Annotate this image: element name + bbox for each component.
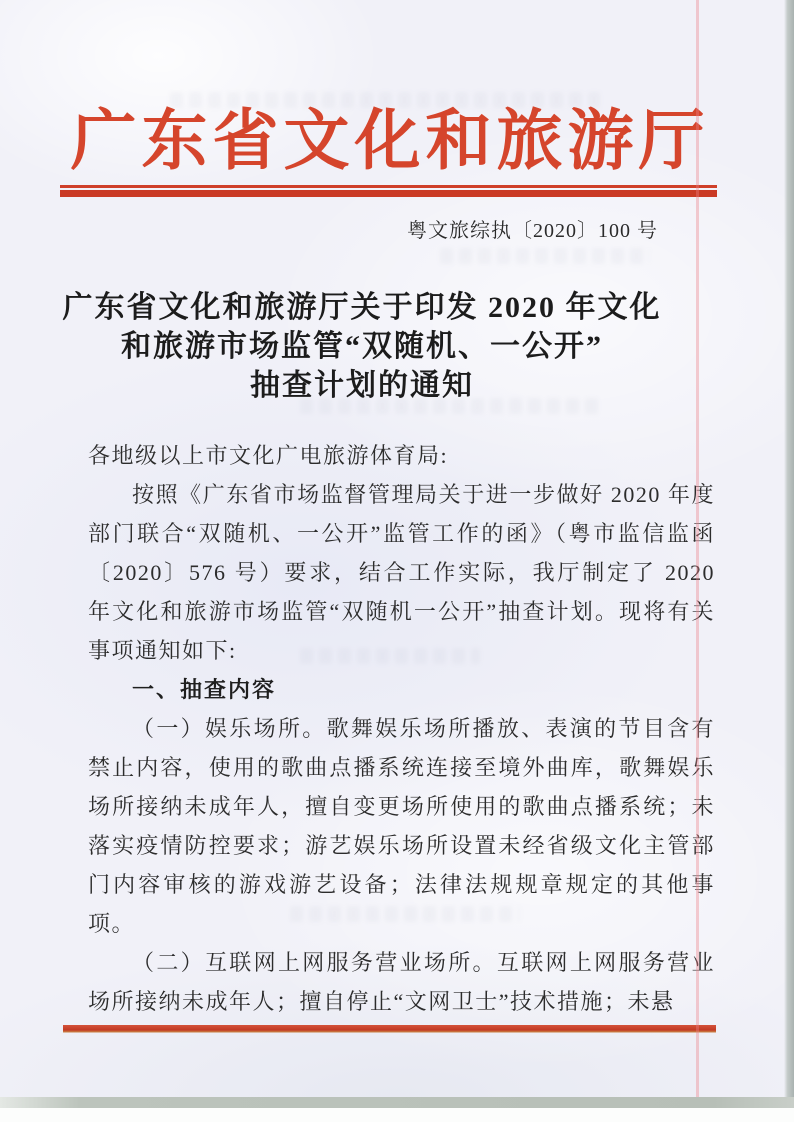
item-paragraph-2: （二）互联网上网服务营业场所。互联网上网服务营业场所接纳未成年人；擅自停止“文网卫士”技术措施；未悬 [88, 950, 715, 1014]
footer-rule [63, 1025, 716, 1033]
letterhead-double-rule [60, 185, 717, 197]
bleed-through-artifact [440, 248, 650, 264]
section-heading: 一、抽查内容 [132, 677, 277, 702]
item-paragraph-1: （一）娱乐场所。歌舞娱乐场所播放、表演的节目含有禁止内容，使用的歌曲点播系统连接至境外曲库，歌舞娱乐场所接纳未成年人，擅自变更场所使用的歌曲点播系统；未落实疫情防控要求；游艺娱乐场所设置未经省级文化主管部门内容审核的游戏游艺设备；法律法规规章规定的其他事项。 [88, 716, 715, 936]
intro-paragraph: 按照《广东省市场监督管理局关于进一步做好 2020 年度部门联合“双随机、一公开”监管工作的函》（粤市监信监函〔2020〕576 号）要求，结合工作实际，我厅制定了 2020 年文化和旅游市场监管“双随机一公开”抽查计划。现将有关事项通知如下: [88, 482, 715, 663]
scanner-streak-artifact [696, 0, 699, 1100]
page-edge-shadow-right [784, 0, 794, 1104]
salutation: 各地级以上市文化广电旅游体育局: [88, 443, 449, 468]
agency-letterhead: 广东省文化和旅游厅 [70, 105, 710, 178]
scanner-background-strip [0, 1108, 794, 1122]
document-title-line2: 和旅游市场监管“双随机、一公开” [121, 330, 603, 363]
page-edge-shadow-bottom [0, 1097, 794, 1108]
document-body [88, 436, 715, 1021]
document-title [0, 288, 724, 405]
document-title-line1: 广东省文化和旅游厅关于印发 2020 年文化 [62, 291, 662, 324]
document-title-line3: 抽查计划的通知 [250, 369, 474, 402]
document-number: 粤文旅综执〔2020〕100 号 [407, 220, 658, 242]
